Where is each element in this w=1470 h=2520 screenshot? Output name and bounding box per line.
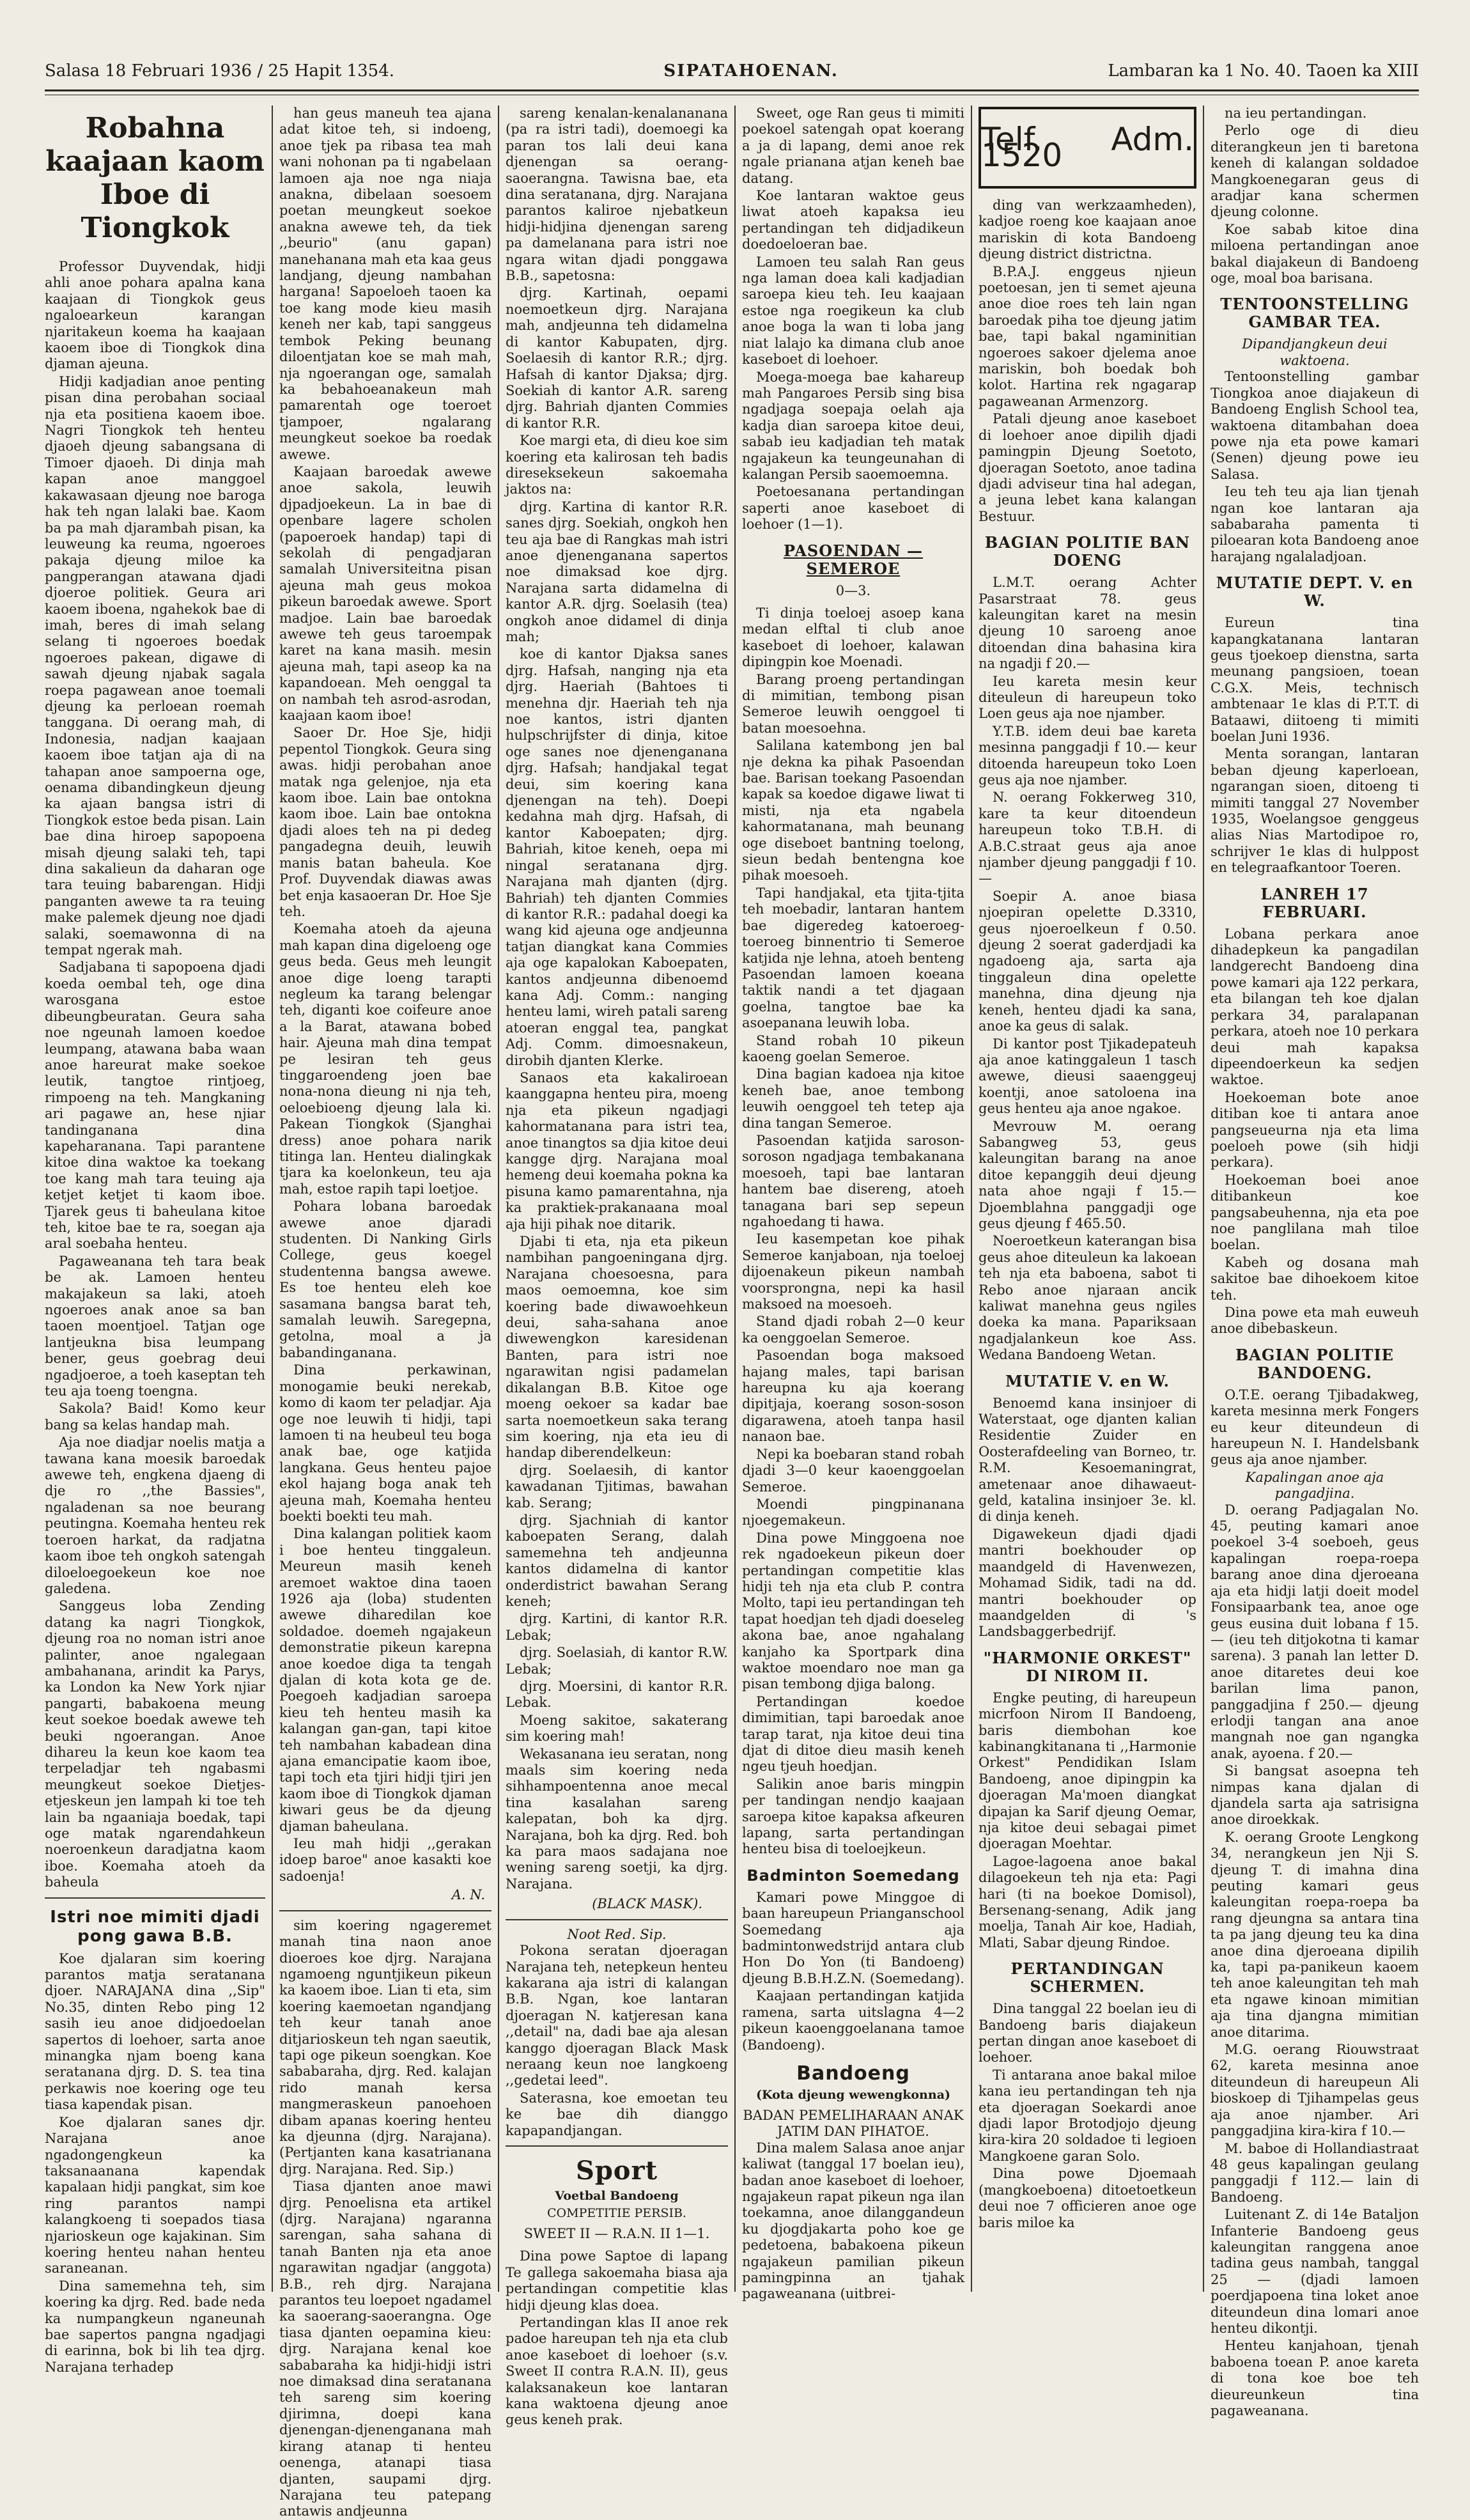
column-divider [272, 105, 273, 2292]
paragraph: sim koering ngageremet manah tina naon anoe dioeroes koe djrg. Narajana ngamoeng nguntjikeun pikeun ka kaoem iboe. Lian ti eta, sim koering kaemoetan ngandjang teh keur tanah anoe ditjarioskeun teh ngan saeutik, tapi oge pikeun soengkan. Koe sababaraha, djrg. Red. kalajan rido manah kersa mangmeraskeun panoehoen dibam apanas koering henteu ka djeunna (djrg. Narajana). (Pertjanten kana kasatrianana djrg. Narajana. Red. Sip.) [279, 1917, 491, 2177]
paragraph: O.T.E. oerang Tjibadakweg, kareta mesinna merk Fongers eu keur diteundeun di hareupeun N. I. Handelsbank geus aja anoe njamber. [1211, 1387, 1419, 1468]
headline-politie-bandoeng: BAGIAN POLITIE BANDOENG. [1235, 1345, 1394, 1382]
masthead-issue: Lambaran ka 1 No. 40. Taoen ka XIII [1108, 61, 1419, 81]
paragraph: Dina tanggal 22 boelan ieu di Bandoeng baris diajakeun pertan dingan anoe kaseboet di loehoer. [979, 2001, 1196, 2065]
paragraph: Y.T.B. idem deui bae kareta mesinna panggadji f 10.— keur ditoenda hareupeun toko Loen geus aja noe njamber. [979, 723, 1196, 788]
paragraph: Luitenant Z. di 14e Bataljon Infanterie Bandoeng geus kaleungitan ranggena anoe tadina geus nambah, tanggal 25 — (djadi lamoen poerdjapoena tina loket anoe diteundeun dina lomari anoe henteu dikontji. [1211, 2207, 1419, 2336]
paragraph: sareng kenalan-kenalananana (pa ra istri tadi), doemoegi ka paran tos lali deui kana djenengan sa oerang-saoerangna. Tawisna bae, eta dina seratanana, djrg. Narajana parantos kaliroe njebatkeun hidji-hidjina djenengan sareng pa damelanana para istri noe ngara witan djadi ponggawa B.B., sapetosna: [506, 105, 728, 284]
paragraph: N. oerang Fokkerweg 310, kare ta keur ditoendeun hareupeun toko T.B.H. di A.B.C.straat geus aja anoe njamber djeung panggadji f 10.— [979, 789, 1196, 887]
paragraph: Benoemd kana insinjoer di Waterstaat, oge djanten kalian Residentie Zuider en Oosterafdeeling van Borneo, tr. R.M. Kesoemaningrat, ametenaar anoe dihawaeut- geld, katalina insinjoer 3e. kl. di dinja keneh. [979, 1395, 1196, 1525]
headline-lanreh: LANREH 17 FEBRUARI. [1260, 884, 1369, 921]
paragraph: djrg. Soelasiah, di kantor R.W. Lebak; [506, 1645, 728, 1677]
headline-schermen: PERTANDINGAN SCHERMEN. [1010, 1959, 1164, 1996]
paragraph: Dina samemehna teh, sim koering ka djrg. Red. bade neda ka numpangkeun nganeunah bae sapertos pangna ngadjagi di earinna, bok bi lih tea djrg. Narajana terhadep [45, 2278, 265, 2375]
paragraph: Mevrouw M. oerang Sabangweg 53, geus kaleungitan barang na anoe ditoe kepanggih deui djeung nata ahoe ngaji f 15.— Djoemblahna panggadji oge geus djeung f 465.50. [979, 1118, 1196, 1231]
headline-tentoonstelling: TENTOONSTELLING GAMBAR TEA. [1220, 295, 1409, 332]
paragraph: Si bangsat asoepna teh nimpas kana djalan di djandela sarta aja satrisigna anoe diroekkak. [1211, 1763, 1419, 1828]
paragraph: Lobana perkara anoe dihadepkeun ka pangadilan landgerecht Bandoeng dina powe kamari aja 122 perkara, eta bilangan teh koe djalan perkara 34, paralapanan perkara, atoeh noe 10 perkara deui mah kapaksa dipeendoerkeun ka sedjen waktoe. [1211, 926, 1419, 1088]
subhead-competitie: COMPETITIE PERSIB. [547, 2205, 686, 2220]
column-1 [45, 105, 265, 2375]
paragraph: Kamari powe Minggoe di baan hareupeun Prianganschool Soemedang aja badmintonwedstrijd antara club Hon Do Yon (ti Bandoeng) djeung B.B.H.Z.N. (Soemedang). [742, 1889, 964, 1986]
paragraph: Salilana katembong jen bal nje dekna ka pihak Pasoendan bae. Barisan toekang Pasoendan kapak sa koedoe digawe liwat ti misti, nja eta ngabela kahormatanana, mah beunang oge diseboet bantning toelong, sieun bedah bentengna koe pihak moesoeh. [742, 738, 964, 883]
headline-match: PASOENDAN — SEMEROE [783, 541, 924, 578]
paragraph: ding van werkzaamheden), kadjoe roeng koe kaajaan anoe mariskin di kota Bandoeng djeung district districtna. [979, 198, 1196, 262]
subhead-kota: (Kota djeung wewengkonna) [756, 2087, 950, 2102]
paragraph: L.M.T. oerang Achter Pasarstraat 78. geus kaleungitan karet na mesin djeung 10 saroeng anoe ditoendan dina bahasina kira na ngadji f 20.— [979, 575, 1196, 672]
column-divider [1203, 105, 1204, 2292]
column-2 [279, 105, 491, 2519]
headline-sport: Sport [575, 2155, 658, 2186]
paragraph: Ti dinja toeloej asoep kana medan elftal ti club anoe kaseboet di loehoer, kalawan dipingpin koe Moenadi. [742, 605, 964, 670]
paragraph: Dina powe Djoemaah (mangkoeboena) ditoetoetkeun deui noe 7 officieren anoe oge baris miloe ka [979, 2166, 1196, 2230]
paragraph: djrg. Kartina di kantor R.R. sanes djrg. Soekiah, ongkoh hen teu aja bae di Rangkas mah istri anoe djenenganana sapertos noe dimaksad koe djrg. Narajana sarta didamelna di kantor A.R. djrg. Soelasih (tea) ongkoh anoe didamel di dinja mah; [506, 499, 728, 644]
headline-badan: BADAN PEMELIHARAAN ANAK JATIM DAN PIHATOE. [743, 2107, 964, 2140]
masthead-rule [45, 89, 1419, 91]
paragraph: Hoekoeman bote anoe ditiban koe ti antara anoe pangseueurna nja eta lima poeloeh powe (sih hidji perkara). [1211, 1089, 1419, 1171]
paragraph: djrg. Sjachniah di kantor kaboepaten Serang, dalah samemehna teh andjeunna kantos didamelna di kantor onderdistrict bawahan Serang keneh; [506, 1512, 728, 1609]
masthead-name: SIPATAHOENAN. [663, 61, 839, 81]
paragraph: Pokona seratan djoeragan Narajana teh, netepkeun henteu kakarana aja istri di kalangan B.B. Ngan, koe lantaran djoeragan N. katjeresan kana ,,detail" na, dadi bae aja alesan kanggo djoeragan Black Mask neraang keun noe langkoeng ,,gedetai leed". [506, 1943, 728, 2088]
subhead-tentoonstelling: Dipandjangkeun deui waktoena. [1242, 336, 1388, 368]
paragraph: Barang proeng pertandingan di mimitian, tembong pisan Semeroe leuwih oenggoel ti batan moesoehna. [742, 671, 964, 736]
subhead-kapalingan: Kapalingan anoe aja pangadjina. [1245, 1469, 1384, 1502]
signature: (BLACK MASK). [592, 1896, 702, 1912]
paragraph: Sakola? Baid! Komo keur bang sa kelas handap mah. [45, 1401, 265, 1433]
section-rule [506, 2145, 728, 2147]
paragraph: Patali djeung anoe kaseboet di loehoer anoe dipilih djadi pamingpin Djeung Soetoto, djoeragan Soetoto, anoe tadina djadi adviseur tina hal adegan, a jeuna lebet kana kalangan Bestuur. [979, 411, 1196, 524]
paragraph: Djabi ti eta, nja eta pikeun nambihan pangoeningana djrg. Narajana choesoesna, para maos oemoemna, koe sim koering bade diwawoehkeun deui, saha-sahana anoe diwewengkon karesidenan Banten, para istri noe ngarawitan ngisi padamelan dikalangan B.B. Kitoe oge moeng oekoer sa kadar bae sarta noemoetkeun saka terang sim koering, nja eta ieu di handap diberendelkeun: [506, 1234, 728, 1461]
paragraph: Koemaha atoeh da ajeuna mah kapan dina digeloeng oge geus beda. Geus meh leungit anoe dige loeng tarapti negleum ka tarang belengar teh, diganti koe coifeure anoe a la Barat, atawana bobed hair. Ajeuna mah dina tempat pe lesiran teh geus tinggaroendeng joen bae nona-nona dieung ni nja teh, oeloebioeng djeung lala ki. Pakean Tiongkok (Sjanghai dress) anoe pohara narik titinga lan. Henteu dialingkak tjara ka koelonkeun, teu aja mah, estoe rapih tapi loetjoe. [279, 921, 491, 1197]
paragraph: Professor Duyvendak, hidji ahli anoe pohara apalna kana kaajaan di Tiongkok geus ngaloearkeun karangan njaritakeun koema ha kaajaan kaoem iboe di Tiongkok dina djaman ajeuna. [45, 259, 265, 372]
paragraph: M. baboe di Hollandiastraat 48 geus kapalingan geulang panggadji f 112.— lain di Bandoeng. [1211, 2140, 1419, 2205]
paragraph: Sanaos eta kakaliroean kaanggapna henteu pira, moeng nja eta pikeun ngadjagi kahormatanana para istri tea, anoe tinangtos sa djia kitoe deui kangge djrg. Narajana moal hemeng deui koemaha pokna ka pisuna kamo pamarentahna, nja ka praktiek-prakanaana moal aja hiji pihak noe ditarik. [506, 1069, 728, 1232]
paragraph: Moega-moega bae kahareup mah Pangaroes Persib sing bisa ngadjaga soepaja oelah aja kadja dian saroepa kitoe deui, sabab ieu kadjadian teh matak ngajakeun ka teungeunahan di kalangan Persib saoemoemna. [742, 369, 964, 482]
advert-telf: Telf. Adm. 1520 [979, 107, 1196, 189]
paragraph: Koe djalaran sim koering parantos matja seratanana djoer. NARAJANA dina ,,Sip" No.35, dinten Rebo ping 12 sasih ieu anoe didjoedoelan sapertos di loehoer, sarta anoe minangka njam boeng kana seratanana djrg. D. S. tea tina perkawis noe koering oge teu tiasa kapendak pisan. [45, 1950, 265, 2113]
column-5 [979, 105, 1196, 2292]
paragraph: Tapi handjakal, eta tjita-tjita teh moebadir, lantaran hantem bae digeredeg katoeroeg-toeroeg binnentrio ti Semeroe katjida nje lehna, atoeh benteng Pasoendan lamoen koeana taktik nandi a tet djagaan goelna, tangtoe bae ka asoepanana leuwih loba. [742, 885, 964, 1031]
paragraph: Perlo oge di dieu diterangkeun jen ti baretona keneh di kalangan soldadoe Mangkoenegaran geus di aradjar kana schermen djeung colonne. [1211, 123, 1419, 220]
paragraph: Sadjabana ti sapopoena djadi koeda oembal teh, oge dina warosgana estoe dibeungbeuratan. Geura saha noe ngeunah lamoen koedoe leumpang, atawana baba waan anoe hareurat make soekoe leutik, tangtoe rintjoeg, rimpoeng na teh. Mangkaning ari pagawe an, hese njiar tandinganana dina kapeharanana. Tapi parantene kitoe dina waktoe ka toekang toe kang mah tara teuing aja ketjet ketjet ti kaom iboe. Tjarek geus ti baheulana kitoe teh, kitoe bae te ra, soegan aja aral soebaha henteu. [45, 960, 265, 1252]
headline-istri: Istri noe mimiti djadi pong gawa B.B. [50, 1907, 260, 1946]
headline-badminton: Badminton Soemedang [747, 1866, 960, 1885]
column-divider [971, 105, 972, 2292]
paragraph: Ieu kasempetan koe pihak Semeroe kanjaboan, nja toeloej dijoenakeun pikeun nambah voorsprongna, nepi ka hasil maksoed na moesoeh. [742, 1231, 964, 1312]
column-3 [506, 105, 728, 2428]
paragraph: djrg. Soelaesih, di kantor kawadanan Tjitimas, bawahan kab. Serang; [506, 1462, 728, 1511]
section-rule [506, 1919, 728, 1920]
paragraph: Tentoonstelling gambar Tiongkoa anoe diajakeun di Bandoeng English School tea, waktoena ditambahan doea powe nja eta powe kamari (Senen) djeung powe ieu Salasa. [1211, 369, 1419, 482]
paragraph: han geus maneuh tea ajana adat kitoe teh, si indoeng, anoe tjek pa ribasa tea mah wani nohonan pa ti ngabelaan lamoen aja noe nga niaja anakna, dibelaan soesoem poetan meungkeut soekoe anakna awewe teh, da tiek ,,beurio" (anu gapan) manehanana mah eta kaa geus landjang, djeung nambahan hargana! Sapoeloeh taoen ka toe kang mode kieu masih keneh ner kab, tapi sanggeus tembok Peking beunang diloentjatan koe se mah mah, nja ngoerangan oge, samalah ka bebahoeanakeun mah pamarentah oge toeroet tjampoer, ngalarang meungkeut soekoe ba roedak awewe. [279, 105, 491, 462]
paragraph: Ti antarana anoe bakal miloe kana ieu pertandingan teh nja eta djoeragan Soekardi anoe djadi lapor Brotodjojo djeung kira-kira 20 soldadoe ti legioen Mangkoene garan Solo. [979, 2067, 1196, 2164]
paragraph: Dina powe Minggoena noe rek ngadoekeun pikeun doer pertandingan competitie klas hidji teh nja eta club P. contra Molto, tapi ieu pertandingan teh tapat hoedjan teh djadi doeseleg akona bae, anoe ngahalang kanjaho ka Sportpark dina waktoe moendaro noe man ga pisan tembong djiga balong. [742, 1530, 964, 1692]
paragraph: Engke peuting, di hareupeun micrfoon Nirom II Bandoeng, baris diembohan koe kabinangkitanana ti ,,Harmonie Orkest" Pendidikan Islam Bandoeng, anoe dipingpin ka djoeragan Ma'moen diangkat dipajan ka Sarif djeung Oemar, nja kitoe deui sebagai pimet djoeragan Moehtar. [979, 1690, 1196, 1852]
paragraph: Lamoen teu salah Ran geus nga laman doea kali kadjadian saroepa kieu teh. Ieu kaajaan estoe nga roegikeun ka club anoe boga la wan ti loba jang niat lalajo ka dimana club anoe kaseboet di loehoer. [742, 254, 964, 368]
paragraph: Pasoendan boga maksoed hajang males, tapi barisan hareupna ku aja koerang dipitjaja, koerang soson-soson digarawena, atoeh tanpa hasil nanaon bae. [742, 1348, 964, 1445]
paragraph: Eureun tina kapangkatanana lantaran geus tjoekoep dienstna, sarta meunang pangsioen, toean C.G.X. Meis, technisch ambtenaar 1e klas di P.T.T. di Bataawi, diitoeng ti mimiti boelan Juni 1936. [1211, 615, 1419, 744]
paragraph: Wekasanana ieu seratan, nong maals sim koering neda sihhampoentenna anoe mecal tina kasalahan sareng kalepatan, boh ka djrg. Narajana, boh ka djrg. Red. boh ka para maos sadajana noe wening sareng soetji, ka djrg. Narajana. [506, 1746, 728, 1892]
headline-mutatie-dept: MUTATIE DEPT. V. en W. [1216, 573, 1414, 611]
section-rule [279, 1910, 491, 1911]
paragraph: Pertandingan klas II anoe rek padoe hareupan teh nja eta club anoe kaseboet di loehoer (s.v. Sweet II contra R.A.N. II), geus kalaksanakeun koe lantaran kana waktoena djeung anoe geus keneh prak. [506, 2315, 728, 2428]
paragraph: Moeng sakitoe, sakaterang sim koering mah! [506, 1712, 728, 1745]
paragraph: na ieu pertandingan. [1225, 105, 1367, 121]
paragraph: Dina powe eta mah euweuh anoe dibebaskeun. [1211, 1305, 1419, 1337]
paragraph: Dina malem Salasa anoe anjar kaliwat (tanggal 17 boelan ieu), badan anoe kaseboet di loehoer, ngajakeun rapat pikeun nga ilan toekamna, anoe dilanggandeun ku djogdjakarta poho koe ge pedetoena, babakoena pikeun ngajakeun pamilian pikeun pamingpinna an tjahak pagaweanana (uitbrei- [742, 2140, 964, 2302]
paragraph: Stand robah 10 pikeun kaoeng goelan Semeroe. [742, 1032, 964, 1064]
paragraph: djrg. Kartini, di kantor R.R. Lebak; [506, 1611, 728, 1643]
paragraph: Dina powe Saptoe di lapang Te gallega sakoemaha biasa aja pertandingan competitie klas hidji djeung klas doea. [506, 2248, 728, 2313]
headline-robahna: Robahna kaajaan kaom Iboe di Tiongkok [45, 112, 265, 244]
paragraph: Koe sabab kitoe dina miloena pertandingan anoe bakal diajakeun di Bandoeng oge, moal boa barisana. [1211, 221, 1419, 286]
column-6 [1211, 105, 1419, 2418]
paragraph: Pasoendan katjida saroson-soroson ngadjaga tembakanana moesoeh, tapi bae lantaran hantem bae disereng, atoeh tanagana bari sep sepeun ngahoedang ti hawa. [742, 1132, 964, 1229]
paragraph: Noeroetkeun katerangan bisa geus ahoe diteuleun ka lakoean teh nja eta baboena, sabot ti Rebo anoe njaraan ancik kaliwat manehna geus ngiles doeka ka mana. Papariksaan ngadjalankeun koe Ass. Wedana Bandoeng Wetan. [979, 1233, 1196, 1363]
paragraph: Saoer Dr. Hoe Sje, hidji pepentol Tiongkok. Geura sing awas. hidji perobahan anoe matak nga gelenjoe, nja eta kaom iboe. Lain bae ontokna kaom iboe. Lain bae ontokna djadi aloes teh na pi dedeg pangadegna deuih, leuwih manis batan baheula. Koe Prof. Duyvendak diawas awas bet enja kasaoeran Dr. Hoe Sje teh. [279, 725, 491, 919]
subhead-voetbal: Voetbal Bandoeng [555, 2188, 679, 2203]
paragraph: Pertandingan koedoe dimimitian, tapi baroedak anoe tarap tarat, nja kitoe deui tina djat di ditoe dieu masih keneh ngeu tjeuh hoedjan. [742, 1693, 964, 1775]
paragraph: B.P.A.J. enggeus njieun poetoesan, jen ti semet ajeuna anoe dioe roes teh lain ngan baroedak piha toe djeung jatim bae, tapi bakal ngaminitian ngoeroes sakoer djelema anoe mariskin, boh boedak boh kolot. Hartina rek ngagarap pagaweanan Armenzorg. [979, 263, 1196, 409]
paragraph: Poetoesanana pertandingan saperti anoe kaseboet di loehoer (1—1). [742, 484, 964, 533]
paragraph: Ieu mah hidji ,,gerakan idoep baroe" anoe kasakti koe sadoenja! [279, 1836, 491, 1884]
signature: A. N. [451, 1887, 485, 1903]
paragraph: Tiasa djanten anoe mawi djrg. Penoelisna eta artikel (djrg. Narajana) ngaranna sarengan, saha sahana di tanah Banten nja eta anoe ngarawitan ngadjar (anggota) B.B., reh djrg. Narajana parantos teu loepoet ngadamel ka saoerang-saoerangna. Oge tiasa djanten oepamina kieu: djrg. Narajana kenal koe sababaraha ka hidji-hidji istri noe dimaksad dina seratanana teh sareng sim koering djirimna, doepi kana djenengan-djenenganana mah kirang atanap ti henteu oenenga, atanapi tiasa djanten, saupami djrg. Narajana teu patepang antawis andjeunna [279, 2179, 491, 2519]
headline-harmonie: "HARMONIE ORKEST" DI NIROM II. [983, 1648, 1192, 1685]
paragraph: Koe margi eta, di dieu koe sim koering eta kalirosan teh badis direseksekeun sakoemaha jaktos na: [506, 433, 728, 497]
column-divider [734, 105, 736, 2292]
paragraph: Nepi ka boebaran stand robah djadi 3—0 keur kaoenggoelan Semeroe. [742, 1446, 964, 1495]
section-rule [45, 1897, 265, 1899]
masthead [45, 56, 1419, 86]
paragraph: D. oerang Padjagalan No. 45, peuting kamari anoe poekoel 3-4 soeboeh, geus kapalingan roepa-roepa barang anoe dina djeroeana aja eta hidji latji doeit model Fonsipaarbank tea, anoe oge geus eusina duit lobana f 15.— (ieu teh ditjokotna ti kamar sarena). 3 panah lan letter D. anoe ditaretes deui koe barilan lima panon, panggadjina f 250.— djeung erlodji tangan ana anoe mangnah noe gan ngangka anak, ayoena. f 20.— [1211, 1502, 1419, 1761]
paragraph: djrg. Moersini, di kantor R.R. Lebak. [506, 1679, 728, 1711]
headline-mutatie: MUTATIE V. en W. [1005, 1371, 1170, 1390]
paragraph: Digawekeun djadi djadi mantri boekhouder op maandgeld di Havenwezen, Mohamad Sidik, tadi na dd. mantri boekhouder op maandgelden di 's Landsbaggerbedrijf. [979, 1526, 1196, 1640]
paragraph: djrg. Kartinah, oepami noemoetkeun djrg. Narajana mah, andjeunna teh didamelna di kantor Kabupaten, djrg. Soelaesih di kantor R.R.; djrg. Hafsah di kantor Djaksa; djrg. Soekiah di kantor A.R. sareng djrg. Bahriah djanten Commies di kantor R.R. [506, 285, 728, 431]
paragraph: Henteu kanjahoan, tjenah baboena toean P. anoe kareta di tona koe boe teh dieureunkeun tina pagaweanana. [1211, 2338, 1419, 2418]
paragraph: Sweet, oge Ran geus ti mimiti poekoel satengah opat koerang a ja di lapang, demi anoe rek ngale prianana atjan keneh bae datang. [742, 105, 964, 186]
note-title: Noot Red. Sip. [567, 1926, 667, 1942]
column-4 [742, 105, 964, 2302]
masthead-date: Salasa 18 Februari 1936 / 25 Hapit 1354. [45, 61, 395, 81]
paragraph: Menta sorangan, lantaran beban djeung kaperloean, ngarangan sioen, ditoeng ti mimiti tanggal 27 November 1935, Woelangsoe genggeus alias Nias Martodipoe ro, schrijver 1e klas di hulppost en telegraafkantoor Toeren. [1211, 746, 1419, 876]
column-divider [498, 105, 499, 2292]
paragraph: Kaajaan baroedak awewe anoe sakola, leuwih djpadjoekeun. La in bae di openbare lagere scholen (papoeroek handap) tapi di sekolah di pengadjaran samalah Universiteitna pisan ajeuna mah geus mokoa pikeun baroedak awewe. Sport madjoe. Lain bae baroedak awewe teh geus taroempak karet na kana masih. mesin ajeuna mah, tapi aseop ka na kapandoean. Meh oenggal ta on nambah teh asrod-asrodan, kaajaan kaom iboe! [279, 463, 491, 724]
paragraph: Aja noe diadjar noelis matja a tawana kana moesik baroedak awewe teh, engkena djaeng di dje ro ,,the Bassies", ngaladenan sa noe beurang peutingna. Koemaha henteu rek toeroen harkat, da radjatna kaom iboe teh ongkoh satengah diloeloegoekeun koe noe galedena. [45, 1435, 265, 1596]
paragraph: Kabeh og dosana mah sakitoe bae dihoekoem kitoe teh. [1211, 1254, 1419, 1303]
paragraph: Koe lantaran waktoe geus liwat atoeh kapaksa ieu pertandingan teh didjadikeun doedoeloeran bae. [742, 188, 964, 253]
paragraph: Pohara lobana baroedak awewe anoe djaradi studenten. Di Nanking Girls College, geus koegel studentenna bangsa awewe. Es toe henteu eleh koe sasamana bangsa barat teh, samalah leuwih. Saregepna, getolna, moal a ja babandinganana. [279, 1199, 491, 1360]
paragraph: Koe djalaran sanes djr. Narajana anoe ngadongengkeun ka taksanaanana kapendak kapalaan hidji pangkat, sim koe ring parantos nampi kalangkoeng ti soepados tiasa njarioskeun oge kajakinan. Sim koering henteu nahan henteu saraneanan. [45, 2114, 265, 2276]
paragraph: Dina bagian kadoea nja kitoe keneh bae, anoe tembong leuwih oenggoel teh tetep aja dina tangan Semeroe. [742, 1066, 964, 1131]
paragraph: Hidji kadjadian anoe penting pisan dina perobahan sociaal nja eta positiena kaoem iboe. Nagri Tiongkok teh henteu djaoeh djeung sabangsana di Timoer djaoeh. Di dinja mah kapan anoe manggoel kakawasaan djeung noe baroga hak teh ngan lalaki bae. Kaom ba pa mah djarambah pisan, ka leuweung ka reuma, ngoeroes pakaja djeung miloe ka pangperangan atawana djadi djoeroe politiek. Geura ari kaoem iboena, ngahekok bae di imah, beres di imah selang selang ti ngoeroes boedak ngoeroes pakean, digawe di sawah djeung njabak sagala roepa pagawean anoe toemali djeung ka perloean roemah tanggana. Di oerang mah, di Indonesia, nadjan kaajaan kaoem iboe tatjan aja di na tahapan anoe sampoerna oge, oenama dibandingkeun djeung ka ajaan bangsa istri di Tiongkok estoe beda pisan. Lain bae dina hiroep sapopoena misah djeung salaki teh, tapi dina sakalieun da daharan oge tara teuing babarengan. Hidji panganten awewe ta ra teuing make palemek djeung noe djadi salaki, soemawonna di na tempat ngerak mah. [45, 373, 265, 958]
paragraph: Kaajaan pertandingan katjida ramena, sarta uitslagna 4—2 pikeun kaoenggoelanana tamoe (Bandoeng). [742, 1988, 964, 2053]
paragraph: Lagoe-lagoena anoe bakal dilagoekeun teh nja eta: Pagi hari (ti na boekoe Domisol), Bersenang-senang, Adik jang moelja, Tanah Air koe, Hadiah, Mlati, Sabar djeung Rindoe. [979, 1853, 1196, 1950]
paragraph: Dina kalangan politiek kaom i boe henteu tinggaleun. Meureun masih keneh aremoet waktoe dina taoen 1926 aja (loba) studenten awewe diharedilan koe soldadoe. doemeh ngajakeun demonstratie pikeun karepna anoe koedoe diga ta tengah djalan di kota kota ge de. Poegoeh kadjadian saroepa kieu teh henteu masih ka kalangan gan-gan, tapi kitoe teh nambahan kabadean dina ajana emancipatie kaom iboe, tapi toch eta tjiri hidji tjiri jen kaom iboe di Tiongkok djaman kiwari geus be da djeung djaman baheulana. [279, 1526, 491, 1834]
headline-bandoeng: Bandoeng [796, 2062, 910, 2085]
paragraph: Salikin anoe baris mingpin per tandingan nendjo kaajaan saroepa kitoe kapaksa afkeuren lapang, sarta pertandingan henteu bisa di toeloejkeun. [742, 1776, 964, 1857]
paragraph: Ieu teh teu aja lian tjenah ngan koe lantaran aja sababaraha pamenta ti piloearan kota Bandoeng anoe harajang ngalaladjoan. [1211, 484, 1419, 564]
paragraph: Pagaweanana teh tara beak be ak. Lamoen henteu makajakeun sa laki, atoeh ngoeroes anak anoe sa ban taoen moentjoel. Tatjan oge lantjeukna bisa leumpang bener, geus goebrag deui ngadjoeroe, a toeh kaseptan teh teu aja toeng toengna. [45, 1253, 265, 1399]
match-score: 0—3. [835, 582, 871, 598]
paragraph: Soepir A. anoe biasa njoepiran opelette D.3310, geus njoeroelkeun f 0.50. djeung 2 soerat gaderdjadi ka ngadoeng aja, sarta aja tinggaleun dina opelette manehna, dina djeung nja keneh, henteu djadi ka sana, anoe ka geus di salak. [979, 888, 1196, 1034]
paragraph: Di kantor post Tjikadepateuh aja anoe katinggaleun 1 tasch awewe, dieusi saaenggeuj koentji, anoe satoloena ina geus henteu aja anoe ngakoe. [979, 1036, 1196, 1117]
paragraph: Moendi pingpinanana njoegemakeun. [742, 1496, 964, 1528]
headline-politie: BAGIAN POLITIE BAN DOENG [984, 533, 1191, 570]
paragraph: M.G. oerang Riouwstraat 62, kareta mesinna anoe diteundeun di hareupeun Ali bioskoep di Tjihampelas geus aja anoe njamber. Ari panggadjina kira-kira f 10.— [1211, 2042, 1419, 2139]
paragraph: Dina perkawinan, monogamie beuki nerekab, komo di kaom ter peladjar. Aja oge noe leuwih ti hidji, tapi lamoen ti na heubeul teu boga anak bae, oge katjida langkana. Geus henteu pajoe ekol hajang boga anak teh ajeuna mah, Koemaha henteu boekti boekti teu mah. [279, 1362, 491, 1524]
paragraph: Saterasna, koe emoetan teu ke bae dih dianggo kapapandjangan. [506, 2090, 728, 2138]
paragraph: Stand djadi robah 2—0 keur ka oenggoelan Semeroe. [742, 1314, 964, 1346]
match-score: SWEET II — R.A.N. II 1—1. [523, 2225, 710, 2241]
paragraph: koe di kantor Djaksa sanes djrg. Hafsah, nanging nja eta djrg. Haeriah (Bahtoes ti menehna djr. Haeriah teh nja noe kantos, istri djanten hulpschrijfster di dinja, kitoe oge sanes noe djenenganana djrg. Hafsah; handjakal tegat deui, sim koering kana djenengan na teh). Doepi kedahna mah djrg. Hafsah, di kantor Kaboepaten; djrg. Bahriah, kitoe keneh, oepa mi ningal seratanana djrg. Narajana mah djanten (djrg. Bahriah) teh djanten Commies di kantor R.R.: padahal doegi ka wang kid ajeuna oge andjeunna tatjan diangkat kana Commies aja oge kapalokan Kaboepaten, kantos andjeunna dibenoemd kana Adj. Comm.: nanging henteu lami, wireh patali sareng atoeran enggal tea, pangkat Adj. Comm. dimoesnakeun, dirobih djanten Klerke. [506, 646, 728, 1068]
paragraph: Sanggeus loba Zending datang ka nagri Tiongkok, djeung roa no noman istri anoe palinter, anoe ngalegaan ambahanana, arindit ka Parys, ka London ka New York njiar pangarti, babakoena meung keut soekoe boedak awewe teh beuki ngoerangan. Anoe dihareu la keun koe kaom tea terpeladjar teh ngabasmi meungkeut soekoe Dietjes-etjeskeun jen lampah ki toe teh lain ba ngaaniaja boedak, tapi oge matak ngarendahkeun noeroenkeun daradjatna kaom iboe. Koemaha atoeh da baheula [45, 1598, 265, 1890]
paragraph: Hoekoeman boei anoe ditibankeun koe pangsabeuhenna, nja eta poe noe panglilana mah tiloe boelan. [1211, 1172, 1419, 1253]
paragraph: K. oerang Groote Lengkong 34, nerangkeun jen Nji S. djeung T. di imahna dina peuting kamari geus kaleungitan roepa-roepa ba rang djeungna sa antara tina ta pa jang djeung teu ka dina anoe dina djeroeana dipilih ka, tapi pa-panikeun kaoem teh anoe kaleungitan teh mah eta ngawe kinoan mimitian aja tina djangna mimitian anoe ditarima. [1211, 1829, 1419, 2040]
paragraph: Ieu kareta mesin keur diteuleun di hareupeun toko Loen geus aja noe njamber. [979, 673, 1196, 722]
